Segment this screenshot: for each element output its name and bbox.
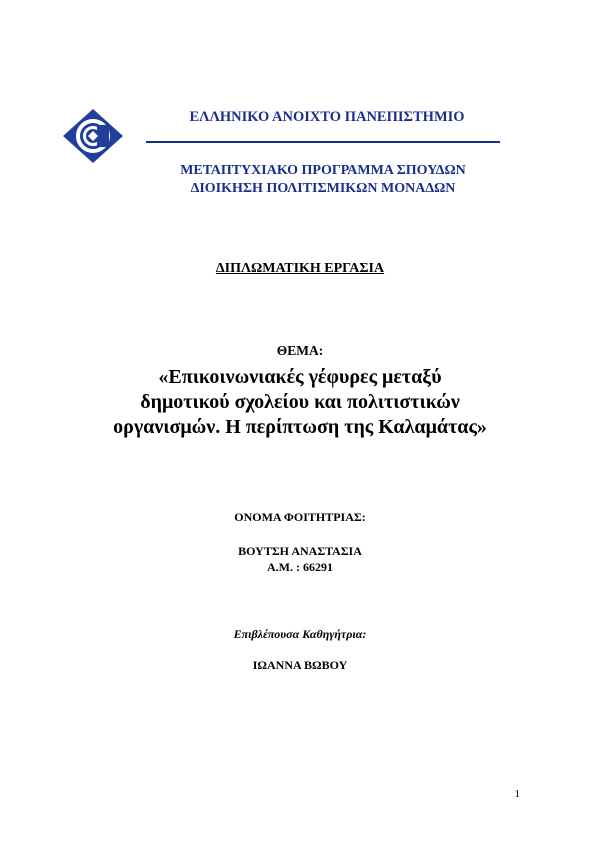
topic-label: ΘΕΜΑ: [276,343,324,358]
supervisor-label: Επιβλέπουσα Καθηγήτρια: [233,627,367,641]
program-name [146,162,500,198]
thesis-title-line-1: «Επικοινωνιακές γέφυρες μεταξύ [158,366,442,388]
university-name: ΕΛΛΗΝΙΚΟ ΑΝΟΙΧΤΟ ΠΑΝΕΠΙΣΤΗΜΙΟ [189,109,465,125]
supervisor-name: ΙΩΑΝΝΑ ΒΩΒΟΥ [252,658,348,672]
header-divider [146,141,500,143]
page-number: 1 [514,788,520,800]
university-logo-icon [62,108,124,164]
student-id: Α.Μ. : 66291 [267,560,333,574]
student-name: ΒΟΥΤΣΗ ΑΝΑΣΤΑΣΙΑ [238,544,362,558]
thesis-title-line-3: οργανισμών. Η περίπτωση της Καλαμάτας» [113,416,487,438]
program-line-1: ΜΕΤΑΠΤΥΧΙΑΚΟ ΠΡΟΓΡΑΜΜΑ ΣΠΟΥΔΩΝ [180,163,466,178]
thesis-title-line-2: δημοτικού σχολείου και πολιτιστικών [140,391,460,413]
program-line-2: ΔΙΟΙΚΗΣΗ ΠΟΛΙΤΙΣΜΙΚΩΝ ΜΟΝΑΔΩΝ [190,181,456,196]
thesis-type-text: ΔΙΠΛΩΜΑΤΙΚΗ ΕΡΓΑΣΙΑ [215,261,385,276]
thesis-title [0,365,600,440]
thesis-type [0,261,600,277]
student-label: ΟΝΟΜΑ ΦΟΙΤΗΤΡΙΑΣ: [234,510,366,524]
